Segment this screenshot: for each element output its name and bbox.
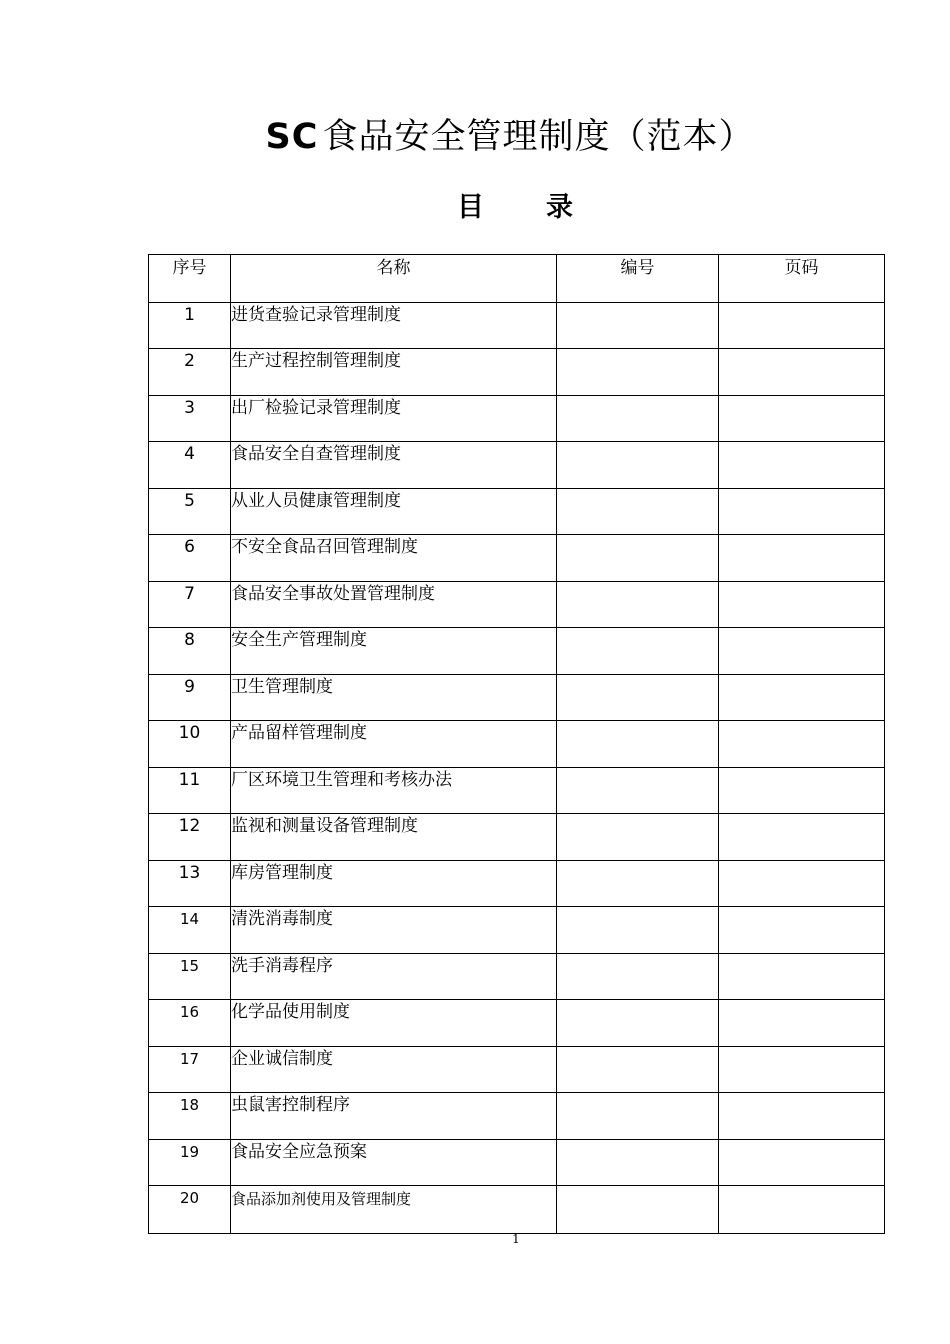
table-row bbox=[149, 349, 885, 396]
row-number: 8 bbox=[149, 628, 231, 675]
table-row bbox=[149, 302, 885, 349]
row-number: 18 bbox=[149, 1093, 231, 1140]
document-title-main: 食品安全管理制度（范本） bbox=[322, 117, 755, 157]
table-row bbox=[149, 1046, 885, 1093]
row-name: 从业人员健康管理制度 bbox=[231, 488, 557, 535]
row-page bbox=[719, 1046, 885, 1093]
row-page bbox=[719, 767, 885, 814]
row-code bbox=[557, 767, 719, 814]
row-number: 20 bbox=[149, 1186, 231, 1234]
row-number: 5 bbox=[149, 488, 231, 535]
row-name: 安全生产管理制度 bbox=[231, 628, 557, 675]
row-page bbox=[719, 1139, 885, 1186]
row-name: 虫鼠害控制程序 bbox=[231, 1093, 557, 1140]
row-code bbox=[557, 860, 719, 907]
row-code bbox=[557, 581, 719, 628]
table-row bbox=[149, 535, 885, 582]
row-code bbox=[557, 488, 719, 535]
row-code bbox=[557, 395, 719, 442]
row-page bbox=[719, 302, 885, 349]
row-code bbox=[557, 349, 719, 396]
row-name: 清洗消毒制度 bbox=[231, 907, 557, 954]
row-page bbox=[719, 628, 885, 675]
row-number: 12 bbox=[149, 814, 231, 861]
row-code bbox=[557, 1000, 719, 1047]
row-page bbox=[719, 907, 885, 954]
row-name: 食品添加剂使用及管理制度 bbox=[231, 1186, 557, 1234]
row-code bbox=[557, 907, 719, 954]
row-page bbox=[719, 721, 885, 768]
row-code bbox=[557, 721, 719, 768]
row-number: 13 bbox=[149, 860, 231, 907]
row-name: 厂区环境卫生管理和考核办法 bbox=[231, 767, 557, 814]
table-row bbox=[149, 953, 885, 1000]
toc-table-body bbox=[149, 302, 885, 1233]
row-code bbox=[557, 1186, 719, 1234]
row-name: 进货查验记录管理制度 bbox=[231, 302, 557, 349]
row-number: 2 bbox=[149, 349, 231, 396]
table-row bbox=[149, 395, 885, 442]
row-page bbox=[719, 814, 885, 861]
row-page bbox=[719, 535, 885, 582]
page-number: 1 bbox=[512, 1232, 520, 1246]
header-name: 名称 bbox=[231, 255, 557, 303]
row-code bbox=[557, 302, 719, 349]
row-number: 7 bbox=[149, 581, 231, 628]
row-page bbox=[719, 442, 885, 489]
row-code bbox=[557, 814, 719, 861]
row-name: 出厂检验记录管理制度 bbox=[231, 395, 557, 442]
row-number: 16 bbox=[149, 1000, 231, 1047]
table-row bbox=[149, 814, 885, 861]
table-header-row bbox=[149, 255, 885, 303]
row-name: 卫生管理制度 bbox=[231, 674, 557, 721]
toc-heading-right: 录 bbox=[546, 192, 573, 223]
toc-heading-left: 目 bbox=[457, 192, 484, 223]
toc-table bbox=[148, 254, 885, 1234]
row-code bbox=[557, 628, 719, 675]
row-number: 19 bbox=[149, 1139, 231, 1186]
row-name: 食品安全应急预案 bbox=[231, 1139, 557, 1186]
table-row bbox=[149, 1186, 885, 1234]
row-code bbox=[557, 674, 719, 721]
header-code: 编号 bbox=[557, 255, 719, 303]
row-name: 库房管理制度 bbox=[231, 860, 557, 907]
toc-heading bbox=[0, 188, 950, 228]
row-code bbox=[557, 1046, 719, 1093]
row-code bbox=[557, 535, 719, 582]
document-title-prefix: SC bbox=[265, 117, 319, 157]
table-row bbox=[149, 860, 885, 907]
table-row bbox=[149, 628, 885, 675]
row-number: 14 bbox=[149, 907, 231, 954]
row-code bbox=[557, 953, 719, 1000]
row-page bbox=[719, 953, 885, 1000]
row-number: 1 bbox=[149, 302, 231, 349]
table-row bbox=[149, 581, 885, 628]
row-page bbox=[719, 1000, 885, 1047]
row-name: 洗手消毒程序 bbox=[231, 953, 557, 1000]
row-number: 6 bbox=[149, 535, 231, 582]
row-page bbox=[719, 674, 885, 721]
row-number: 15 bbox=[149, 953, 231, 1000]
row-code bbox=[557, 442, 719, 489]
document-title bbox=[0, 112, 950, 162]
row-name: 不安全食品召回管理制度 bbox=[231, 535, 557, 582]
row-page bbox=[719, 860, 885, 907]
row-page bbox=[719, 1186, 885, 1234]
table-row bbox=[149, 442, 885, 489]
row-number: 17 bbox=[149, 1046, 231, 1093]
header-page: 页码 bbox=[719, 255, 885, 303]
table-row bbox=[149, 767, 885, 814]
row-name: 食品安全事故处置管理制度 bbox=[231, 581, 557, 628]
row-page bbox=[719, 395, 885, 442]
row-name: 生产过程控制管理制度 bbox=[231, 349, 557, 396]
table-row bbox=[149, 907, 885, 954]
row-code bbox=[557, 1139, 719, 1186]
row-number: 3 bbox=[149, 395, 231, 442]
table-row bbox=[149, 674, 885, 721]
row-page bbox=[719, 349, 885, 396]
table-row bbox=[149, 1093, 885, 1140]
row-page bbox=[719, 488, 885, 535]
row-code bbox=[557, 1093, 719, 1140]
row-name: 监视和测量设备管理制度 bbox=[231, 814, 557, 861]
row-number: 10 bbox=[149, 721, 231, 768]
table-row bbox=[149, 488, 885, 535]
row-name: 企业诚信制度 bbox=[231, 1046, 557, 1093]
table-row bbox=[149, 1139, 885, 1186]
table-row bbox=[149, 721, 885, 768]
row-number: 9 bbox=[149, 674, 231, 721]
table-row bbox=[149, 1000, 885, 1047]
row-page bbox=[719, 1093, 885, 1140]
row-name: 食品安全自查管理制度 bbox=[231, 442, 557, 489]
row-number: 11 bbox=[149, 767, 231, 814]
row-page bbox=[719, 581, 885, 628]
row-number: 4 bbox=[149, 442, 231, 489]
row-name: 产品留样管理制度 bbox=[231, 721, 557, 768]
row-name: 化学品使用制度 bbox=[231, 1000, 557, 1047]
header-number: 序号 bbox=[149, 255, 231, 303]
